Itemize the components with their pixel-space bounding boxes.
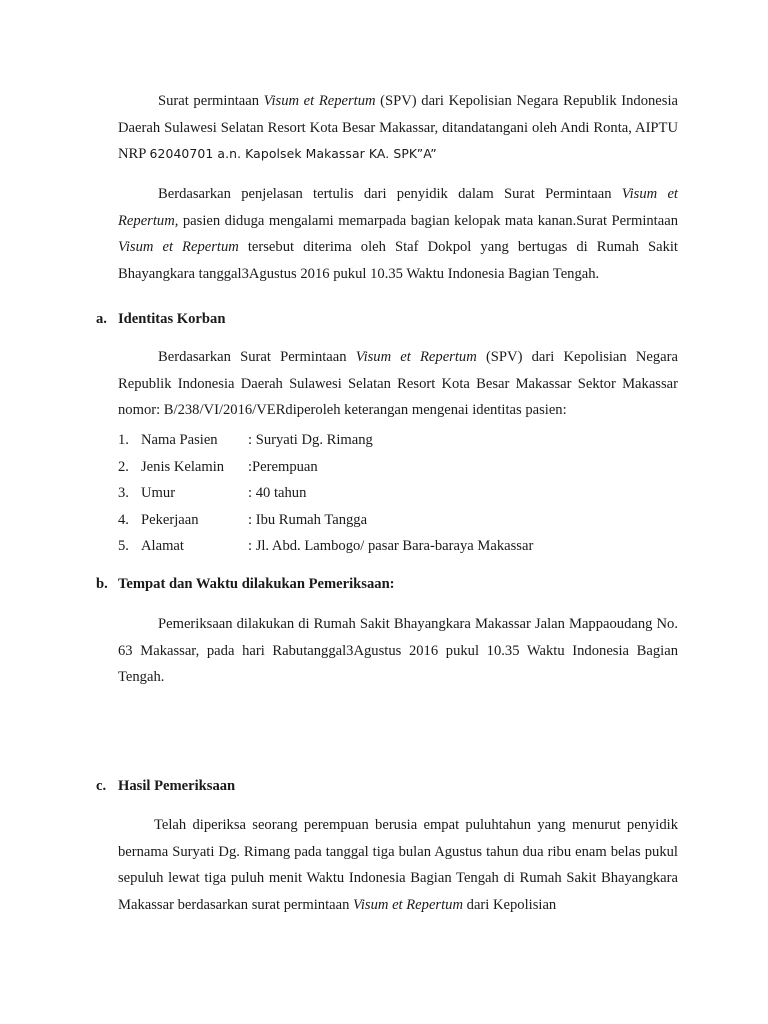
document-page: Surat permintaan Visum et Repertum (SPV) dari Kepolisian Negara Republik Indonesia Daerah Sulawesi Selatan Resort Kota Besar Makassar, ditandatangani oleh Andi Ronta, AIPTU NRP 62040701 a.n. Kapolsek Makassar KA. SPK”A” Berdasarkan penjelasan tertulis dari penyidik dalam Surat Permintaan Visum et Repertum, pasien diduga mengalami memarpada bagian kelopak mata kanan.Surat Permintaan Visum et Repertum tersebut diterima oleh Staf Dokpol yang bertugas di Rumah Sakit Bhayangkara tanggal3Agustus 2016 pukul 10.35 Waktu Indonesia Bagian Tengah. a. Identitas Korban Berdasarkan Surat Permintaan Visum et Repertum (SPV) dari Kepolisian Negara Republik Indonesia Daerah Sulawesi Selatan Resort Kota Besar Makassar Sektor Makassar nomor: B/238/VI/2016/VERdiperoleh keterangan mengenai identitas pasien: 1. Nama Pasien : Suryati Dg. Rimang 2. Jenis Kelamin :Perempuan 3. Umur : 40 tahun 4. Pekerjaan : Ibu Rumah Tangga 5. Alamat : Jl. Abd. Lambogo/ pasar Bara-baraya Makassar b. Tempat dan Waktu dilakukan Pemeriksaan: Pemeriksaan dilakukan di Rumah Sakit Bhayangkara Makassar Jalan Mappaoudang No. 63 Makassar, pada hari Rabutanggal3Agustus 2016 pukul 10.35 Waktu Indonesia Bagian Tengah. c. Hasil Pemeriksaan Telah diperiksa seorang perempuan berusia empat puluhtahun yang menurut penyidik bernama Suryati Dg. Rimang pada tanggal tiga bulan Agustus tahun dua ribu enam belas pukul sepuluh lewat tiga puluh menit Waktu Indonesia Bagian Tengah di Rumah Sakit Bhayangkara Makassar berdasarkan surat permintaan Visum et Repertum dari Kepolisian <box>0 0 768 1024</box>
section-c-paragraph: Telah diperiksa seorang perempuan berusia empat puluhtahun yang menurut penyidik bernama Suryati Dg. Rimang pada tanggal tiga bulan Agustus tahun dua ribu enam belas pukul sepuluh lewat tiga puluh menit Waktu Indonesia Bagian Tengah di Rumah Sakit Bhayangkara Makassar berdasarkan surat permintaan Visum et Repertum dari Kepolisian <box>118 817 678 913</box>
visum-term: Visum et Repertum <box>118 239 239 255</box>
section-a-paragraph: Berdasarkan Surat Permintaan Visum et Repertum (SPV) dari Kepolisian Negara Republik Indonesia Daerah Sulawesi Selatan Resort Kota Besar Makassar Sektor Makassar nomor: B/238/VI/2016/VERdiperoleh keterangan mengenai identitas pasien: <box>118 349 678 418</box>
intro-paragraph-2: Berdasarkan penjelasan tertulis dari penyidik dalam Surat Permintaan Visum et Repertum, pasien diduga mengalami memarpada bagian kelopak mata kanan.Surat Permintaan Visum et Repertum tersebut diterima oleh Staf Dokpol yang bertugas di Rumah Sakit Bhayangkara tanggal3Agustus 2016 pukul 10.35 Waktu Indonesia Bagian Tengah. <box>118 186 678 282</box>
section-a-heading: a. Identitas Korban <box>96 311 226 327</box>
visum-term: Visum et Repertum <box>355 349 477 365</box>
signatory-text: 62040701 a.n. Kapolsek Makassar KA. SPK”A” <box>149 146 437 161</box>
section-b-heading: b. Tempat dan Waktu dilakukan Pemeriksaan: <box>96 576 395 592</box>
visum-term: Visum et Repertum <box>263 93 376 109</box>
visum-term: Visum et Repertum <box>353 896 463 913</box>
section-c-heading: c. Hasil Pemeriksaan <box>96 778 236 794</box>
section-b-paragraph: Pemeriksaan dilakukan di Rumah Sakit Bhayangkara Makassar Jalan Mappaoudang No. 63 Makassar, pada hari Rabutanggal3Agustus 2016 pukul 10.35 Waktu Indonesia Bagian Tengah. <box>118 616 678 685</box>
visum-term: Visum et Repertum, <box>118 186 678 229</box>
intro-paragraph-1: Surat permintaan Visum et Repertum (SPV) dari Kepolisian Negara Republik Indonesia Daerah Sulawesi Selatan Resort Kota Besar Makassar, ditandatangani oleh Andi Ronta, AIPTU NRP 62040701 a.n. Kapolsek Makassar KA. SPK”A” <box>118 93 678 162</box>
